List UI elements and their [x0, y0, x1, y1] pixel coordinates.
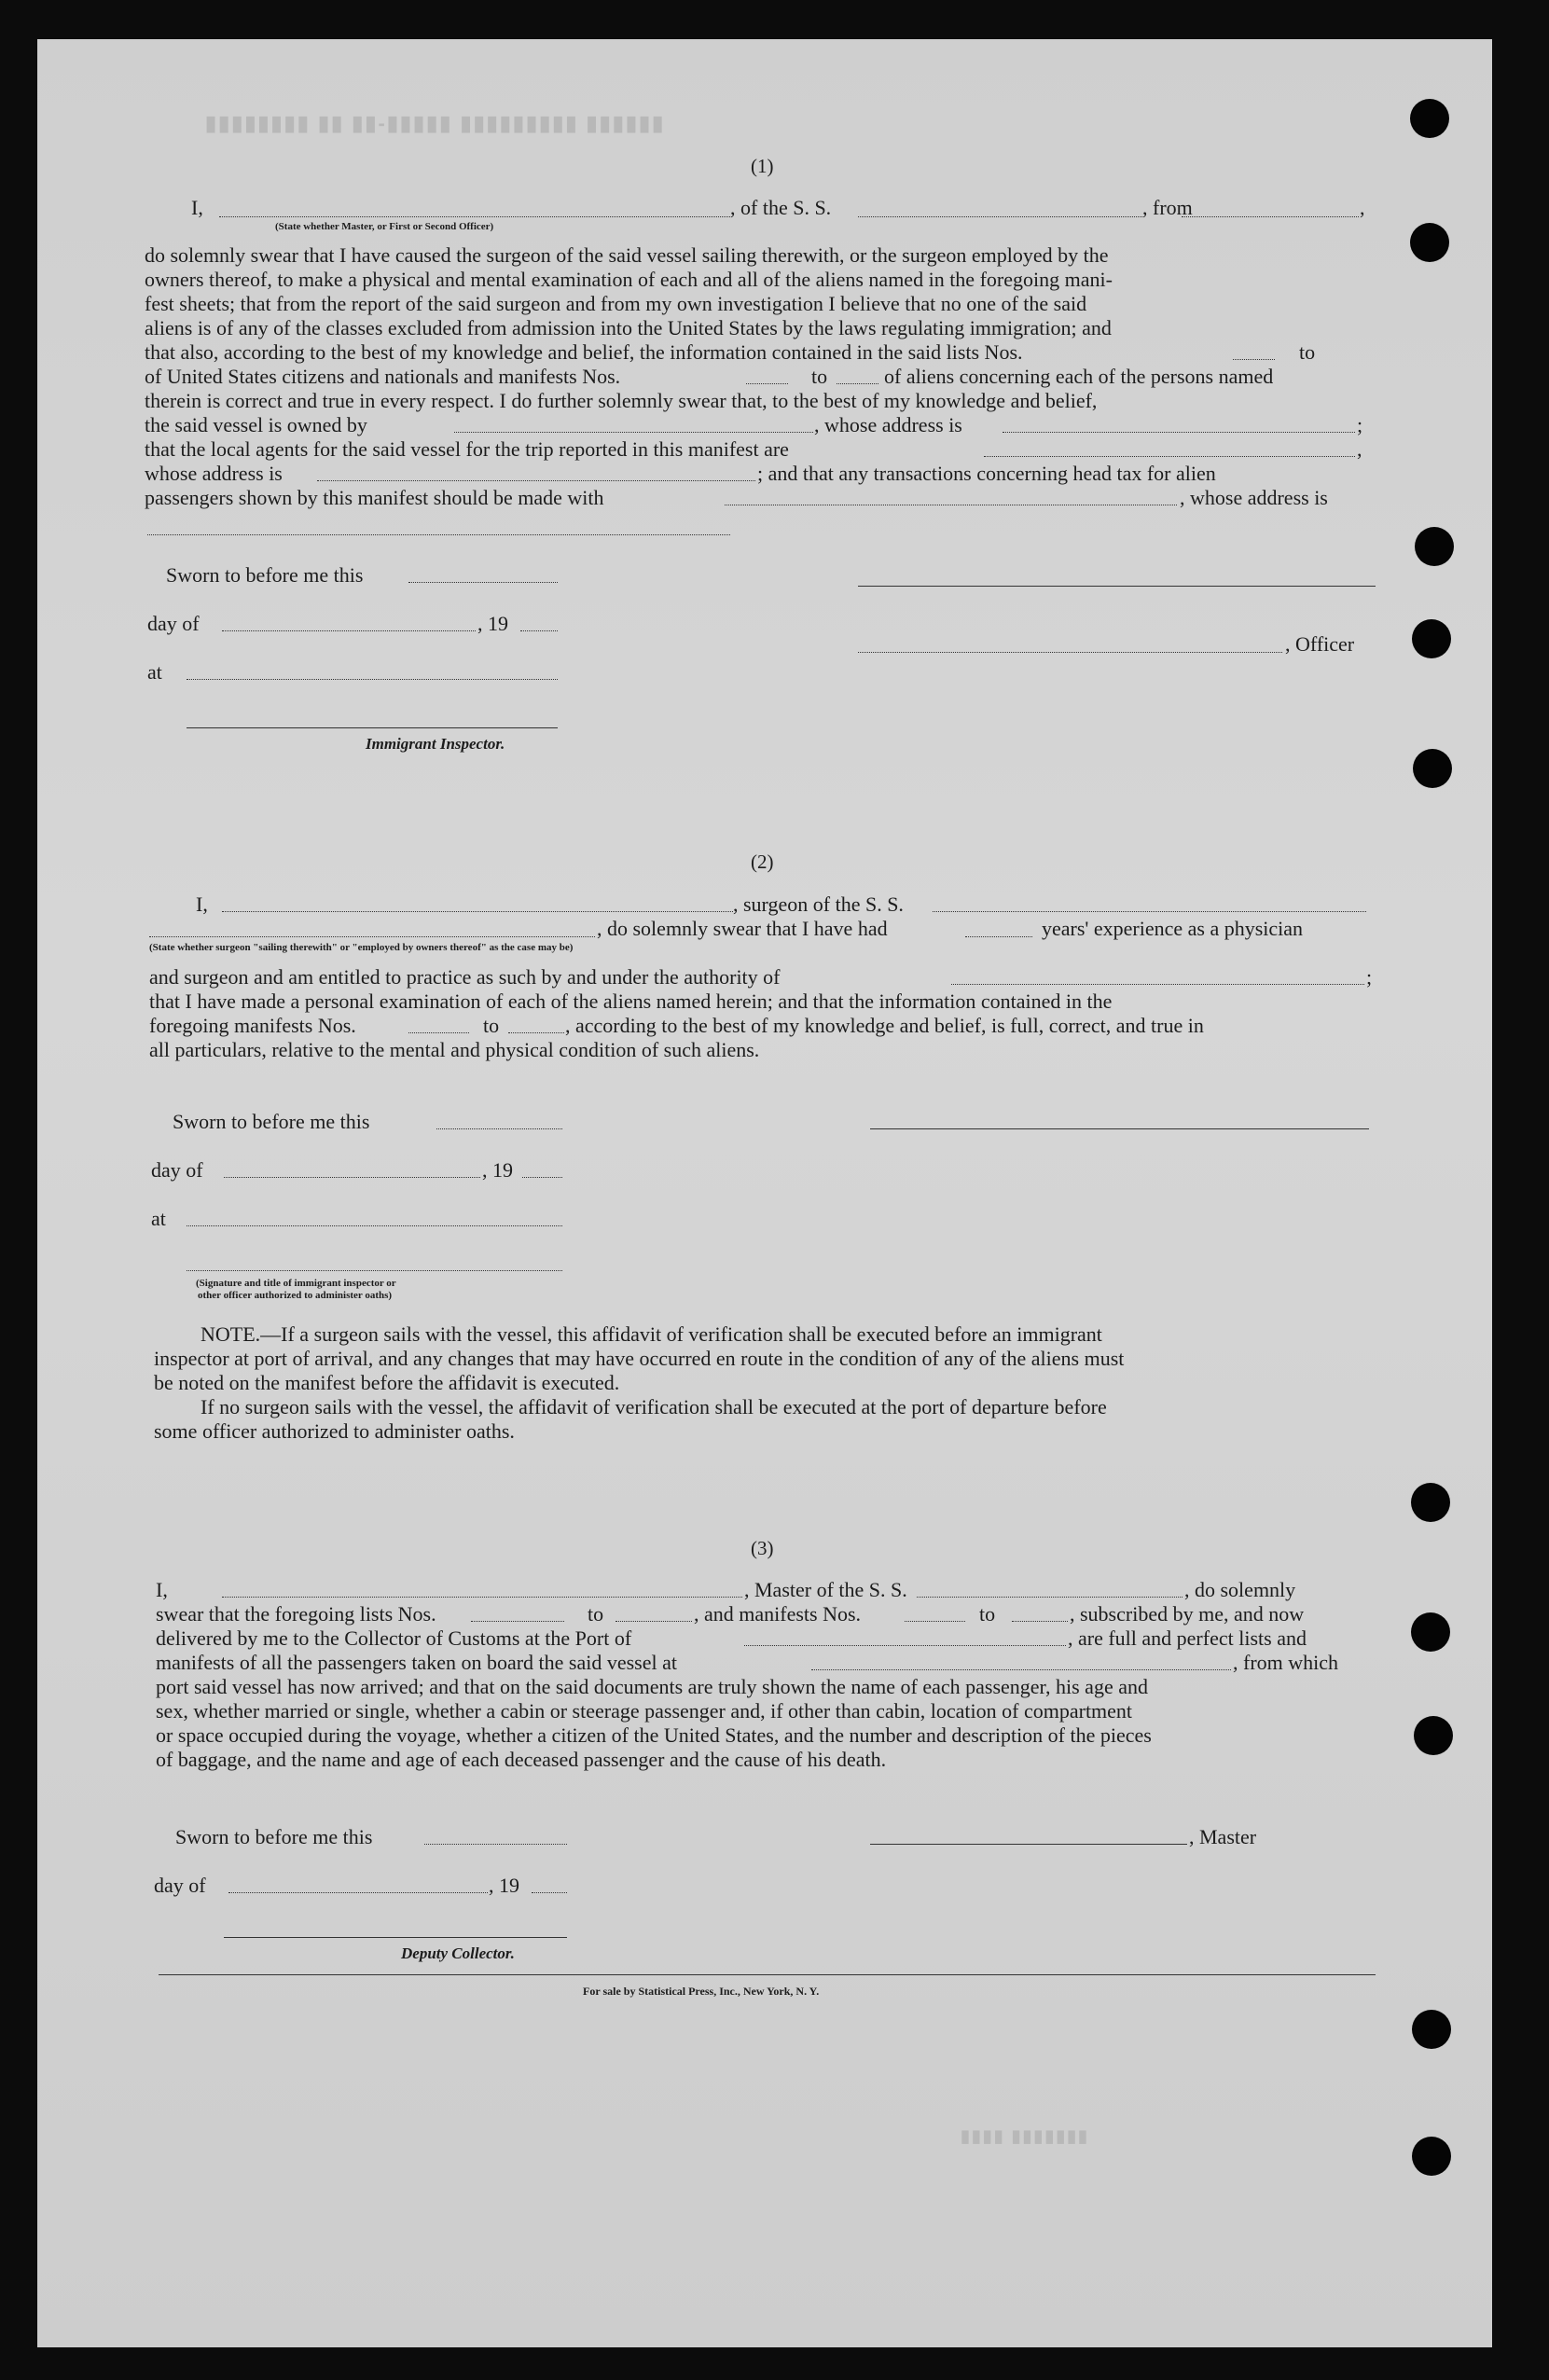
s1-owner-address-field[interactable]: [1003, 432, 1355, 433]
punch-hole: [1410, 99, 1449, 138]
s2-authority-field[interactable]: [951, 984, 1364, 985]
s2-signature-line[interactable]: [870, 1128, 1369, 1129]
s3-collector-signature-line[interactable]: [224, 1937, 567, 1938]
s3-vessel-field[interactable]: [917, 1597, 1182, 1598]
s2-sig-caption-2: other officer authorized to administer oaths): [198, 1290, 393, 1301]
s1-line-11b: , whose address is: [1180, 486, 1328, 509]
s1-year-field[interactable]: [520, 630, 558, 631]
s1-day-field[interactable]: [222, 630, 476, 631]
s1-manifests-to-field[interactable]: [837, 383, 878, 384]
note-line-4: If no surgeon sails with the vessel, the affidavit of verification shall be executed at the port of departure before: [201, 1395, 1107, 1418]
note-line-5: some officer authorized to administer oaths.: [154, 1419, 515, 1443]
s3-year-field[interactable]: [532, 1892, 567, 1893]
s1-line-6b: to: [811, 365, 828, 388]
s1-at: at: [147, 660, 162, 684]
s3-line-2b: to: [588, 1602, 604, 1626]
s1-line-6a: of United States citizens and nationals and manifests Nos.: [145, 365, 621, 388]
s1-line-9b: ,: [1357, 437, 1362, 461]
s3-line-2a: swear that the foregoing lists Nos.: [156, 1602, 436, 1626]
s1-opening: I,: [191, 196, 203, 219]
punch-hole: [1412, 2137, 1451, 2176]
s3-line-6: sex, whether married or single, whether a cabin or steerage passenger and, if other than cabin, location of compartment: [156, 1699, 1133, 1723]
s3-day-field[interactable]: [228, 1892, 488, 1893]
s2-day-field[interactable]: [224, 1177, 480, 1178]
s1-line-2: owners thereof, to make a physical and mental examination of each and all of the aliens named in the foregoing mani-: [145, 268, 1113, 291]
s1-year: , 19: [477, 612, 508, 635]
s2-line-3a: and surgeon and am entitled to practice as such by and under the authority of: [149, 965, 781, 989]
s2-line-5a: foregoing manifests Nos.: [149, 1014, 356, 1037]
s3-line-3b: , are full and perfect lists and: [1068, 1626, 1307, 1650]
s2-years-field[interactable]: [965, 936, 1032, 937]
s1-line-8a: the said vessel is owned by: [145, 413, 367, 436]
s3-line-7: or space occupied during the voyage, whether a citizen of the United States, and the number and description of the pieces: [156, 1723, 1152, 1747]
s3-name-field[interactable]: [222, 1597, 742, 1598]
s1-headtax-address-field[interactable]: [147, 534, 730, 535]
note-line-1-text: —If a surgeon sails with the vessel, this affidavit of verification shall be executed before an immigrant: [260, 1322, 1102, 1346]
s1-line-6c: of aliens concerning each of the persons named: [884, 365, 1274, 388]
punch-hole: [1410, 223, 1449, 262]
s1-officer: , Officer: [1285, 632, 1355, 656]
s1-officer-signature-line-2[interactable]: [858, 652, 1282, 653]
note-line-2: inspector at port of arrival, and any changes that may have occurred en route in the condition of any of the aliens must: [154, 1347, 1125, 1370]
s2-year-field[interactable]: [522, 1177, 562, 1178]
s2-day-of: day of: [151, 1158, 203, 1182]
s2-manifests-from-field[interactable]: [408, 1032, 469, 1033]
s1-line-1: do solemnly swear that I have caused the surgeon of the said vessel sailing therewith, or the surgeon employed by the: [145, 243, 1109, 267]
s1-from-label: , from: [1142, 196, 1193, 219]
section-3-number: (3): [751, 1537, 774, 1559]
s1-vessel-field[interactable]: [858, 216, 1142, 217]
footer-rule: [159, 1974, 1376, 1975]
s1-sworn-field[interactable]: [408, 582, 558, 583]
s1-caption: (State whether Master, or First or Second Officer): [275, 221, 494, 232]
s1-at-field[interactable]: [187, 679, 558, 680]
s2-name-field[interactable]: [222, 911, 733, 912]
punch-hole: [1412, 619, 1451, 658]
s3-master: , Master: [1189, 1825, 1257, 1848]
s3-line-5: port said vessel has now arrived; and that on the said documents are truly shown the name of each passenger, his age and: [156, 1675, 1148, 1698]
s2-at-field[interactable]: [187, 1225, 562, 1226]
s3-line-4b: , from which: [1233, 1651, 1339, 1674]
s1-comma: ,: [1360, 196, 1365, 219]
note-line-1: [201, 1322, 1102, 1347]
s2-line-6: all particulars, relative to the mental and physical condition of such aliens.: [149, 1038, 760, 1061]
s1-day-of: day of: [147, 612, 200, 635]
s2-opening: I,: [196, 892, 208, 916]
s2-surgeon: , surgeon of the S. S.: [733, 892, 904, 916]
punch-hole: [1413, 749, 1452, 788]
s2-sworn-field[interactable]: [436, 1128, 562, 1129]
s3-line-8: of baggage, and the name and age of each deceased passenger and the cause of his death.: [156, 1748, 887, 1771]
s1-of-the-ss: , of the S. S.: [730, 196, 832, 219]
s2-line-5b: to: [483, 1014, 500, 1037]
section-1-number: (1): [751, 155, 774, 177]
punch-hole: [1411, 1612, 1450, 1652]
s3-manifests-from-field[interactable]: [905, 1621, 965, 1622]
s2-line-2b: years' experience as a physician: [1042, 917, 1304, 940]
section-2-number: (2): [751, 851, 774, 873]
s1-line-4: aliens is of any of the classes excluded from admission into the United States by the laws regulating immigration; and: [145, 316, 1112, 339]
s1-line-8c: ;: [1357, 413, 1363, 436]
s1-line-7: therein is correct and true in every respect. I do further solemnly swear that, to the best of my knowledge and belief,: [145, 389, 1098, 412]
s1-line-10b: ; and that any transactions concerning head tax for alien: [757, 462, 1216, 485]
punch-hole: [1415, 527, 1454, 566]
s3-port-field[interactable]: [744, 1645, 1066, 1646]
footer-imprint: For sale by Statistical Press, Inc., New York, N. Y.: [583, 1985, 820, 1998]
s3-boarding-port-field[interactable]: [811, 1669, 1231, 1670]
s1-from-field[interactable]: [1182, 216, 1359, 217]
s2-line-2a: , do solemnly swear that I have had: [597, 917, 888, 940]
s3-year: , 19: [489, 1874, 519, 1897]
s3-sworn: Sworn to before me this: [175, 1825, 373, 1848]
s3-line-2d: to: [979, 1602, 996, 1626]
s1-line-3: fest sheets; that from the report of the said surgeon and from my own investigation I believe that no one of the said: [145, 292, 1087, 315]
s1-inspector-signature-line[interactable]: [187, 727, 558, 728]
s1-line-11a: passengers shown by this manifest should be made with: [145, 486, 604, 509]
s1-line-9a: that the local agents for the said vessel for the trip reported in this manifest are: [145, 437, 789, 461]
s1-inspector-label: Immigrant Inspector.: [366, 735, 505, 753]
s3-opening: I,: [156, 1578, 168, 1601]
s1-lists-from-field[interactable]: [1233, 359, 1275, 360]
s1-line-5a: that also, according to the best of my knowledge and belief, the information contained in the said lists Nos.: [145, 340, 1023, 364]
form-page: [37, 39, 1492, 2347]
s3-line-3a: delivered by me to the Collector of Customs at the Port of: [156, 1626, 632, 1650]
s2-sig-caption-1: (Signature and title of immigrant inspector or: [196, 1278, 396, 1289]
s1-officer-signature-line-1[interactable]: [858, 586, 1376, 587]
s1-line-10a: whose address is: [145, 462, 283, 485]
s1-owner-field[interactable]: [454, 432, 813, 433]
bleed-through-text: ▮▮▮▮▮▮▮▮ ▮▮ ▮▮-▮▮▮▮▮ ▮▮▮▮▮▮▮▮▮ ▮▮▮▮▮▮: [205, 115, 666, 138]
s3-lists-to-field[interactable]: [615, 1621, 692, 1622]
s3-line-2e: , subscribed by me, and now: [1070, 1602, 1305, 1626]
s2-inspector-signature-line[interactable]: [187, 1270, 562, 1271]
s3-day-of: day of: [154, 1874, 206, 1897]
punch-hole: [1411, 1483, 1450, 1522]
s2-type-field[interactable]: [149, 936, 595, 937]
s2-year: , 19: [482, 1158, 513, 1182]
s3-manifests-to-field[interactable]: [1012, 1621, 1068, 1622]
s2-line-3b: ;: [1366, 965, 1373, 989]
s1-line-8b: , whose address is: [814, 413, 962, 436]
s2-sworn: Sworn to before me this: [173, 1110, 370, 1133]
s2-vessel-field[interactable]: [933, 911, 1366, 912]
s3-collector-label: Deputy Collector.: [401, 1944, 515, 1962]
s1-agents-field[interactable]: [984, 456, 1355, 457]
s3-sworn-field[interactable]: [424, 1844, 567, 1845]
s3-master-of: , Master of the S. S.: [744, 1578, 907, 1601]
s3-master-signature-line[interactable]: [870, 1844, 1187, 1845]
s3-line-4a: manifests of all the passengers taken on board the said vessel at: [156, 1651, 678, 1674]
s2-caption: (State whether surgeon "sailing therewith" or "employed by owners thereof" as the case may be): [149, 942, 574, 953]
s1-agents-address-field[interactable]: [317, 480, 755, 481]
s2-line-5c: , according to the best of my knowledge and belief, is full, correct, and true in: [565, 1014, 1204, 1037]
note-line-3: be noted on the manifest before the affidavit is executed.: [154, 1371, 620, 1394]
s1-line-5b: to: [1299, 340, 1316, 364]
s1-name-field[interactable]: [219, 216, 730, 217]
note-label: NOTE.: [201, 1322, 261, 1346]
s2-manifests-to-field[interactable]: [508, 1032, 564, 1033]
punch-hole: [1414, 1716, 1453, 1755]
s1-sworn: Sworn to before me this: [166, 563, 364, 587]
s1-manifests-from-field[interactable]: [746, 383, 788, 384]
s2-line-4: that I have made a personal examination of each of the aliens named herein; and that the information contained in the: [149, 989, 1113, 1013]
s3-line-2c: , and manifests Nos.: [694, 1602, 862, 1626]
s2-at: at: [151, 1207, 166, 1230]
s3-solemnly: , do solemnly: [1184, 1578, 1296, 1601]
bleed-through-text-bottom: ▮▮▮▮ ▮▮▮▮▮▮▮: [961, 2129, 1089, 2148]
s3-lists-from-field[interactable]: [471, 1621, 564, 1622]
punch-hole: [1412, 2010, 1451, 2049]
